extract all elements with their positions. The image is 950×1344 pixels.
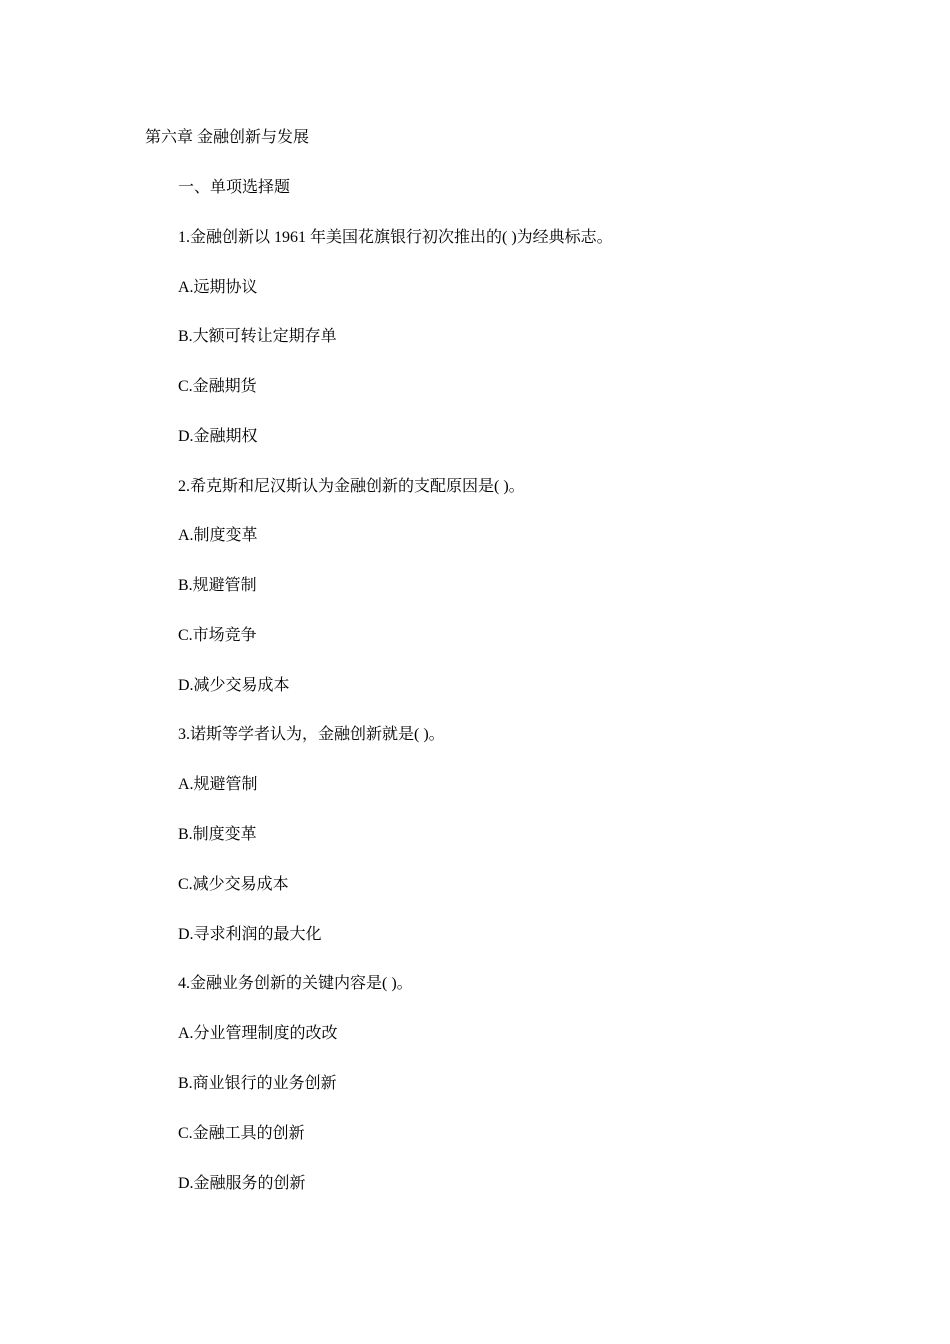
option-item: B.制度变革 — [178, 826, 257, 843]
question-stem: 4.金融业务创新的关键内容是( )。 — [178, 975, 413, 992]
option-item: A.制度变革 — [178, 527, 258, 544]
option-item: D.减少交易成本 — [178, 677, 290, 694]
option-item: A.远期协议 — [178, 279, 258, 296]
option-item: D.金融服务的创新 — [178, 1175, 306, 1192]
question-stem: 2.希克斯和尼汉斯认为金融创新的支配原因是( )。 — [178, 478, 525, 495]
option-item: A.分业管理制度的改改 — [178, 1025, 338, 1042]
option-item: B.规避管制 — [178, 577, 257, 594]
question-stem: 3.诺斯等学者认为，金融创新就是( )。 — [178, 726, 445, 743]
option-item: C.市场竞争 — [178, 627, 257, 644]
option-item: D.寻求利润的最大化 — [178, 926, 322, 943]
section-title: 一、单项选择题 — [178, 179, 291, 196]
option-item: D.金融期权 — [178, 428, 258, 445]
option-item: B.大额可转让定期存单 — [178, 328, 337, 345]
option-item: B.商业银行的业务创新 — [178, 1075, 337, 1092]
option-item: C.金融工具的创新 — [178, 1125, 305, 1142]
chapter-title: 第六章 金融创新与发展 — [145, 129, 310, 146]
option-item: A.规避管制 — [178, 776, 258, 793]
question-stem: 1.金融创新以 1961 年美国花旗银行初次推出的( )为经典标志。 — [178, 229, 613, 246]
option-item: C.减少交易成本 — [178, 876, 289, 893]
option-item: C.金融期货 — [178, 378, 257, 395]
